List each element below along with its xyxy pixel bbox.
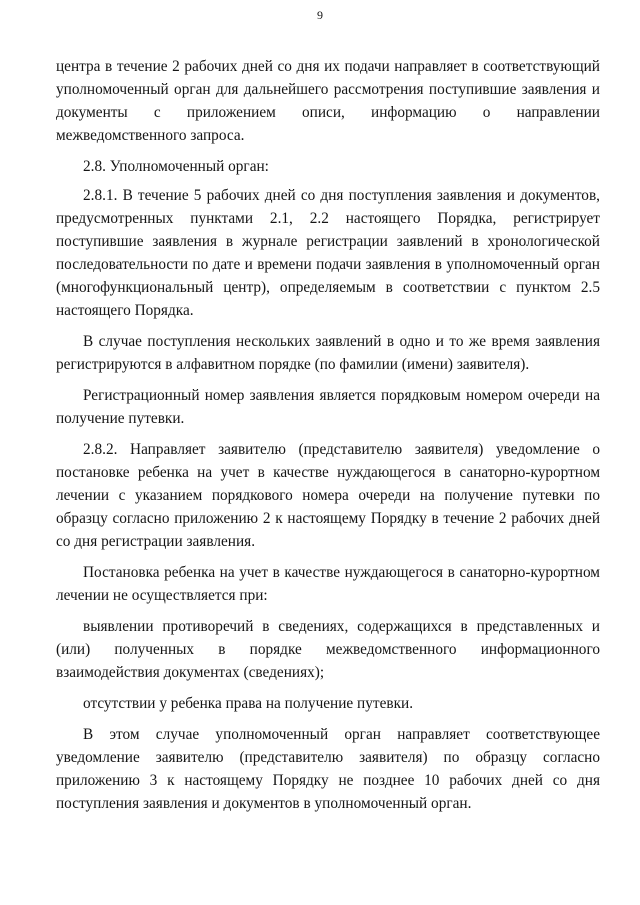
paragraph-section-2-8: 2.8. Уполномоченный орган:	[83, 158, 269, 175]
paragraph-no-right: отсутствии у ребенка права на получение путевки.	[83, 695, 414, 712]
paragraph-refusal-conditions: Постановка ребенка на учет в качестве нуждающегося в санаторно-курортном лечении не осуществляется при:	[56, 564, 600, 604]
paragraph-contradictions: выявлении противоречий в сведениях, содержащихся в представленных и (или) полученных в порядке межведомственного информационного взаимодействия документах (сведениях);	[56, 618, 600, 681]
paragraph-multiple-applications: В случае поступления нескольких заявлений в одно и то же время заявления регистрируются в алфавитном порядке (по фамилии (имени) заявителя).	[56, 333, 600, 373]
page-number: 9	[317, 8, 323, 22]
paragraph-section-2-8-1: 2.8.1. В течение 5 рабочих дней со дня поступления заявления и документов, предусмотренных пунктами 2.1, 2.2 настоящего Порядка, регистрирует поступившие заявления в журнале регистрации заявлений в хронологической последовательности по дате и времени подачи заявления в уполномоченный орган (многофункциональный центр), определяемым в соответствии с пунктом 2.5 настоящего Порядка.	[56, 187, 600, 319]
paragraph-continuation: центра в течение 2 рабочих дней со дня их подачи направляет в соответствующий уполномоченный орган для дальнейшего рассмотрения поступившие заявления и документы с приложением описи, информацию о направлении межведомственного запроса.	[56, 58, 600, 144]
paragraph-notification: В этом случае уполномоченный орган направляет соответствующее уведомление заявителю (представителю заявителя) по образцу согласно приложению 3 к настоящему Порядку не позднее 10 рабочих дней со дня поступления заявления и документов в уполномоченный орган.	[56, 726, 600, 812]
paragraph-section-2-8-2: 2.8.2. Направляет заявителю (представителю заявителя) уведомление о постановке ребенка на учет в качестве нуждающегося в санаторно-курортном лечении с указанием порядкового номера очереди на получение путевки по образцу согласно приложению 2 к настоящему Порядку в течение 2 рабочих дней со дня регистрации заявления.	[56, 441, 600, 550]
document-body	[56, 55, 600, 823]
paragraph-registration-number: Регистрационный номер заявления является порядковым номером очереди на получение путевки.	[56, 387, 600, 427]
